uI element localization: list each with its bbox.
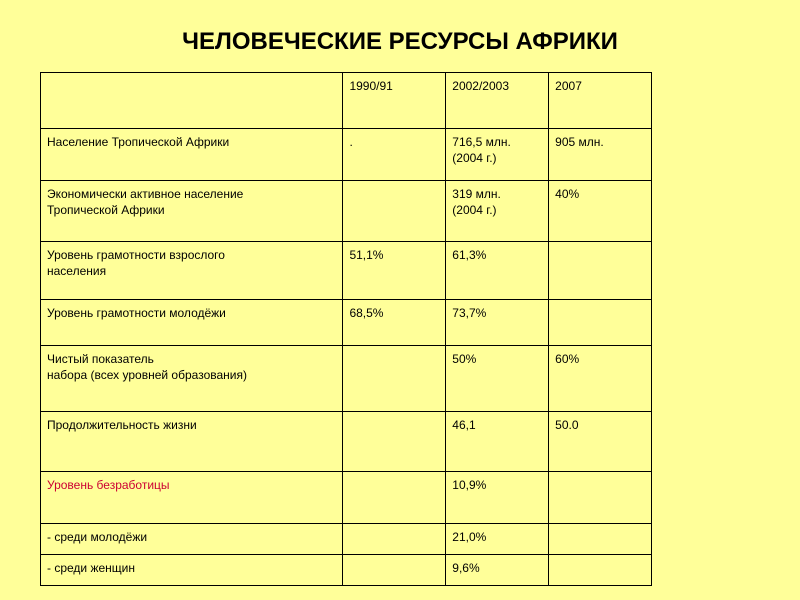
table-cell: 46,1: [446, 412, 549, 472]
table-cell: [343, 555, 446, 586]
table-row: [41, 524, 652, 555]
table-row: [41, 181, 652, 242]
row-label: Уровень грамотности взрослого населения: [41, 242, 343, 300]
table-cell: [343, 524, 446, 555]
header-cell-1990-91: 1990/91: [343, 73, 446, 129]
table-cell: [343, 412, 446, 472]
header-cell-2007: 2007: [549, 73, 652, 129]
table-cell: 50%: [446, 346, 549, 412]
table-cell: 10,9%: [446, 472, 549, 524]
table-row: [41, 472, 652, 524]
table-cell: .: [343, 129, 446, 181]
row-label: Чистый показатель набора (всех уровней образования): [41, 346, 343, 412]
row-label: - среди женщин: [41, 555, 343, 586]
table-row: [41, 555, 652, 586]
human-resources-table: [40, 72, 652, 586]
table-cell: [549, 300, 652, 346]
table-cell: 60%: [549, 346, 652, 412]
table-cell: [343, 472, 446, 524]
table-cell: 9,6%: [446, 555, 549, 586]
table-cell: [343, 346, 446, 412]
table-cell: 716,5 млн. (2004 г.): [446, 129, 549, 181]
table-row: [41, 346, 652, 412]
table-cell: 51,1%: [343, 242, 446, 300]
table-cell: 21,0%: [446, 524, 549, 555]
row-label: - среди молодёжи: [41, 524, 343, 555]
header-cell-2002-2003: 2002/2003: [446, 73, 549, 129]
table-cell: [549, 555, 652, 586]
header-cell-empty: [41, 73, 343, 129]
row-label: Продолжительность жизни: [41, 412, 343, 472]
row-label: Население Тропической Африки: [41, 129, 343, 181]
table-row: [41, 412, 652, 472]
table-cell: 61,3%: [446, 242, 549, 300]
table-cell: 50.0: [549, 412, 652, 472]
table-cell: 319 млн. (2004 г.): [446, 181, 549, 242]
table-header-row: [41, 73, 652, 129]
table-row: [41, 300, 652, 346]
page-title: ЧЕЛОВЕЧЕСКИЕ РЕСУРСЫ АФРИКИ: [182, 28, 618, 55]
row-label: Уровень грамотности молодёжи: [41, 300, 343, 346]
table-cell: [343, 181, 446, 242]
table-cell: 40%: [549, 181, 652, 242]
table-cell: 905 млн.: [549, 129, 652, 181]
table-cell: 68,5%: [343, 300, 446, 346]
row-label-highlighted: Уровень безработицы: [41, 472, 343, 524]
table-cell: [549, 242, 652, 300]
table-row: [41, 129, 652, 181]
row-label: Экономически активное население Тропической Африки: [41, 181, 343, 242]
table-row: [41, 242, 652, 300]
table-cell: 73,7%: [446, 300, 549, 346]
table-cell: [549, 472, 652, 524]
table-cell: [549, 524, 652, 555]
